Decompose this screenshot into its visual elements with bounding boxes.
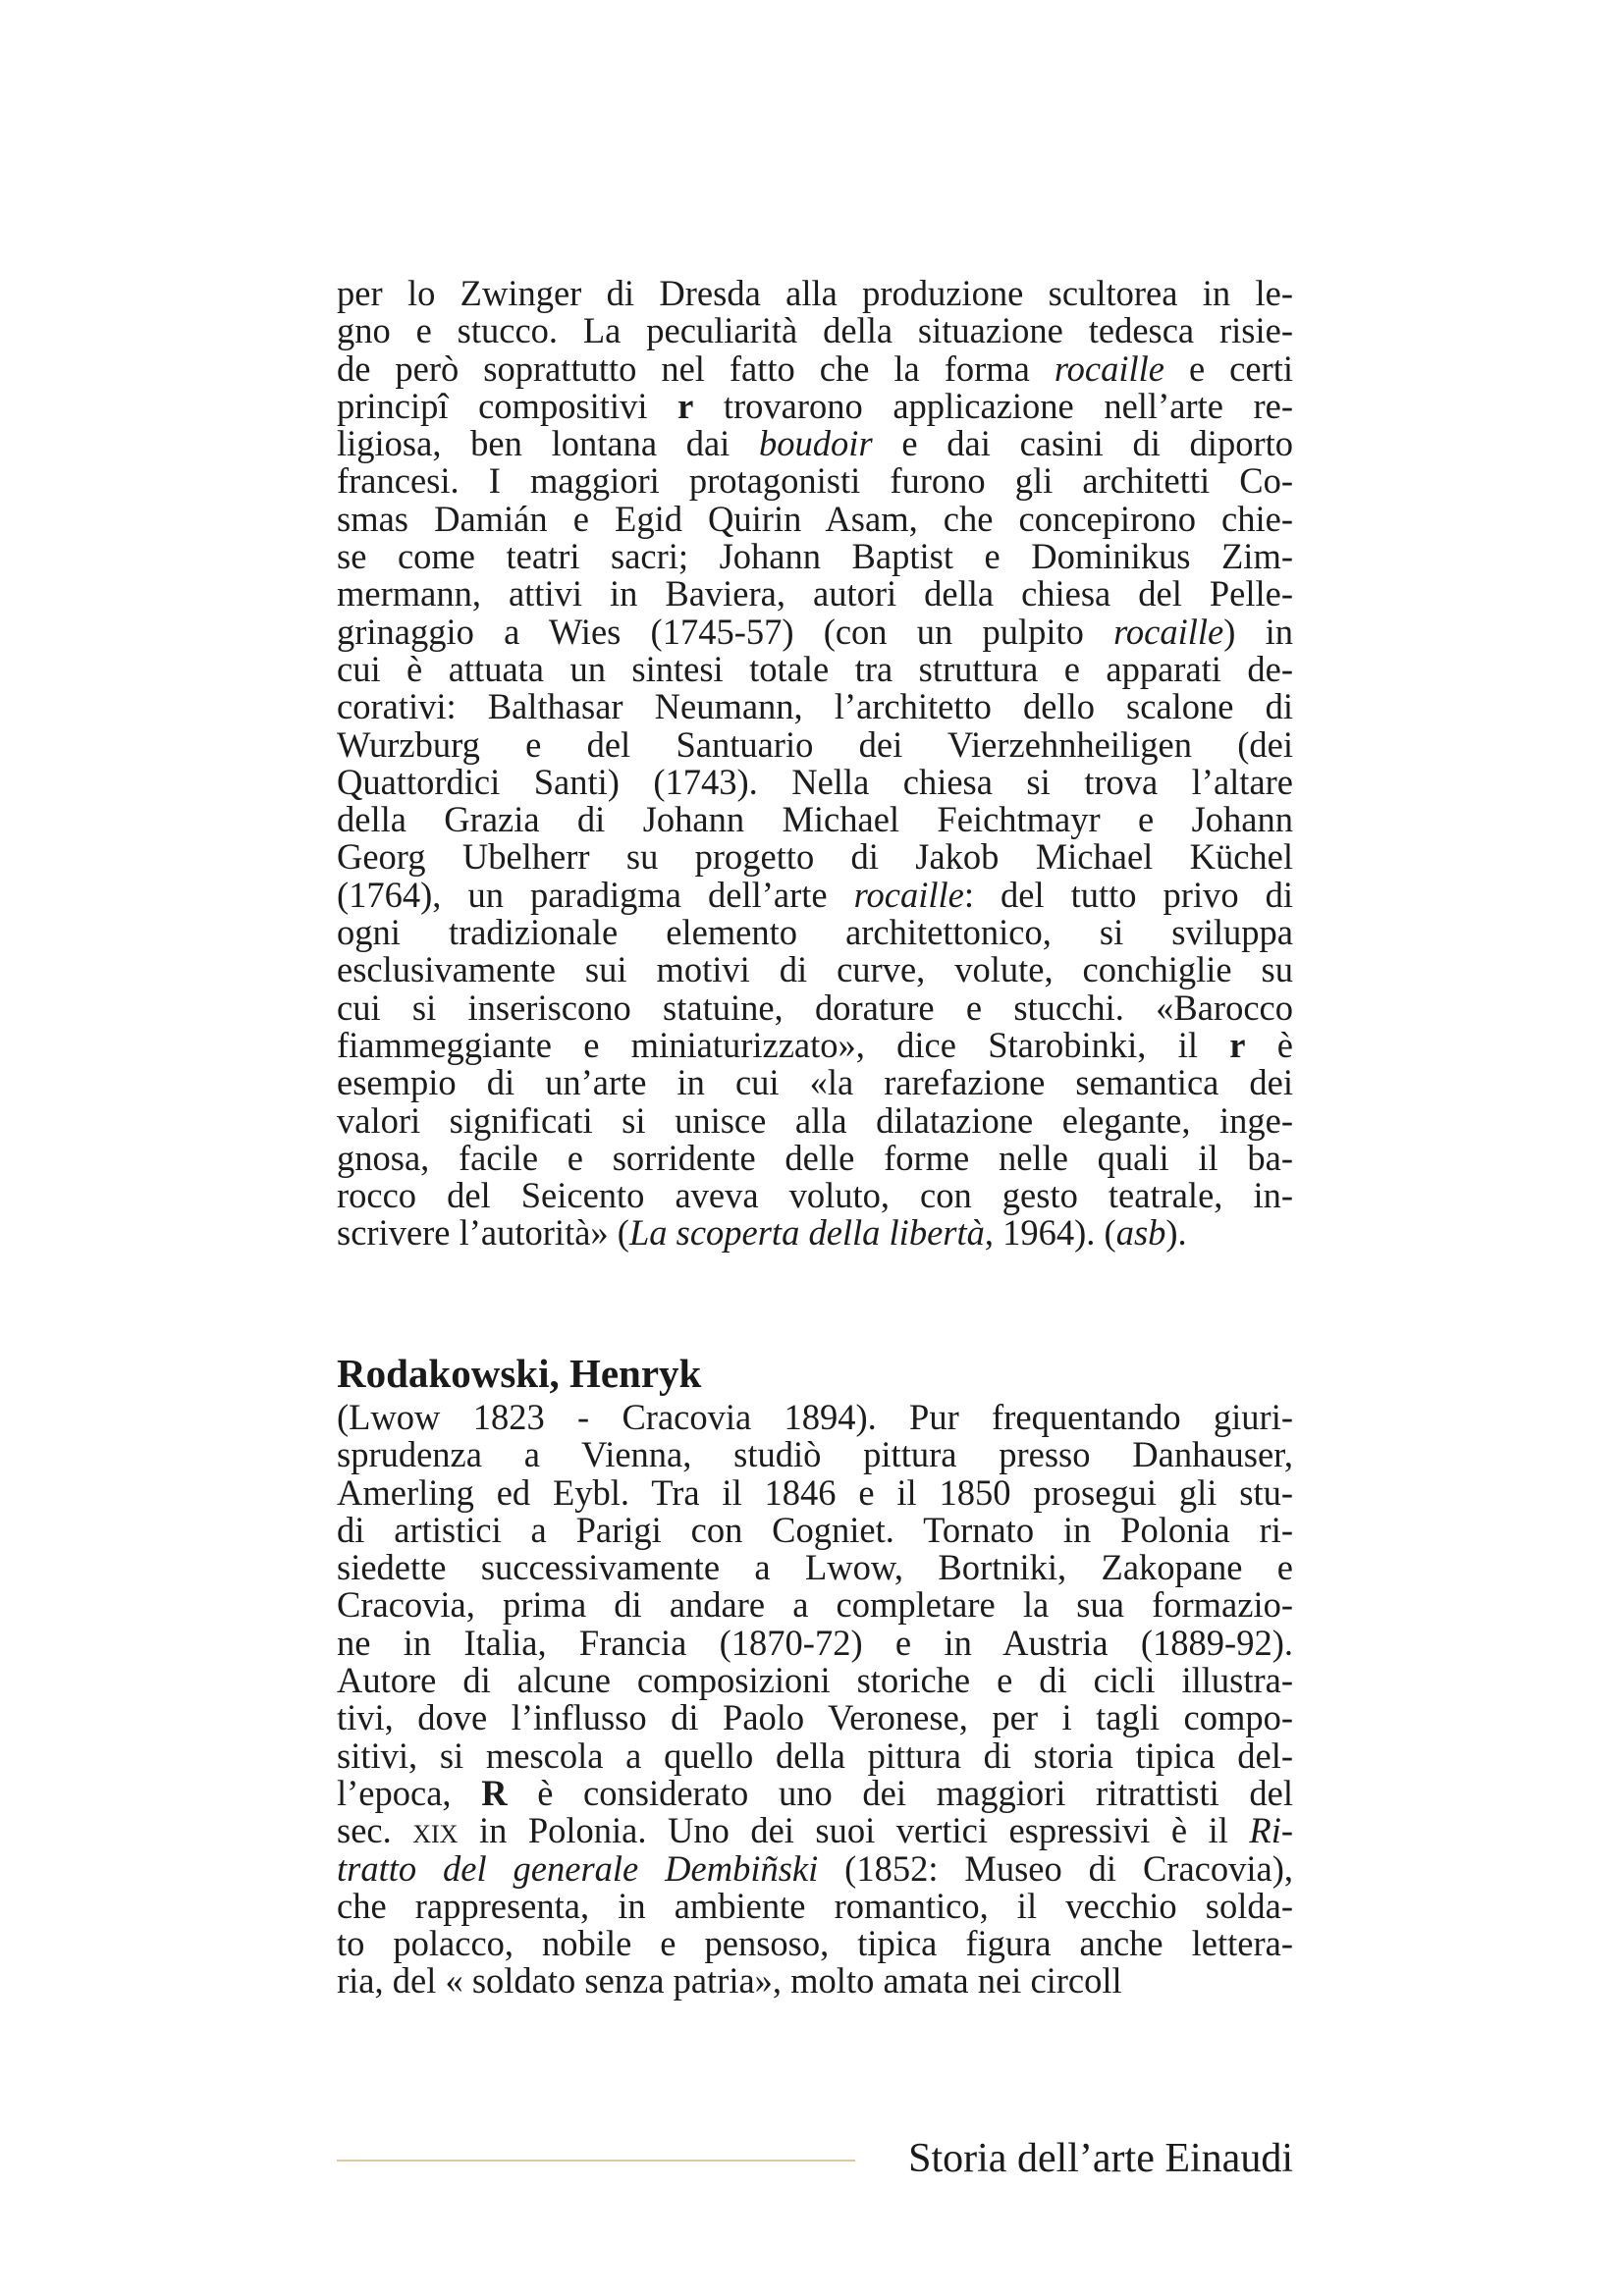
text-line: valori significati si unisce alla dilatazione elegante, inge- — [337, 1099, 1293, 1141]
text-line: smas Damián e Egid Quirin Asam, che concepirono chie- — [337, 498, 1293, 539]
text-line: sitivi, si mescola a quello della pittura di storia tipica del- — [337, 1735, 1293, 1776]
text-line: to polacco, nobile e pensoso, tipica figura anche lettera- — [337, 1923, 1293, 1964]
text-line: Quattordici Santi) (1743). Nella chiesa si trova l’altare — [337, 761, 1293, 802]
text-line: tratto del generale Dembiñski (1852: Museo di Cracovia), — [337, 1847, 1293, 1889]
text-line: (1764), un paradigma dell’arte rocaille: del tutto privo di — [337, 874, 1293, 915]
text-line: sec. xix in Polonia. Uno dei suoi vertici espressivi è il Ri- — [337, 1810, 1293, 1851]
text-line: esempio di un’arte in cui «la rarefazione semantica dei — [337, 1062, 1293, 1103]
text-line: sprudenza a Vienna, studiò pittura presso Danhauser, — [337, 1434, 1293, 1475]
text-line: siedette successivamente a Lwow, Bortniki, Zakopane e — [337, 1547, 1293, 1588]
text-line: Amerling ed Eybl. Tra il 1846 e il 1850 prosegui gli stu- — [337, 1471, 1293, 1513]
text-line: che rappresenta, in ambiente romantico, il vecchio solda- — [337, 1885, 1293, 1926]
text-line: gnosa, facile e sorridente delle forme nelle quali il ba- — [337, 1137, 1293, 1178]
text-line: principî compositivi r trovarono applicazione nell’arte re- — [337, 385, 1294, 426]
text-line: Georg Ubelherr su progetto di Jakob Michael Küchel — [337, 836, 1293, 878]
text-line: scrivere l’autorità» (La scoperta della libertà, 1964). (asb). — [337, 1212, 1187, 1254]
entry-body-paragraph — [337, 1399, 1293, 2001]
text-line: se come teatri sacri; Johann Baptist e Dominikus Zim- — [337, 536, 1293, 577]
entry-continuation-paragraph — [337, 275, 1293, 1253]
footer-rule — [337, 2160, 855, 2162]
text-line: per lo Zwinger di Dresda alla produzione scultorea in le- — [337, 273, 1293, 313]
text-line: di artistici a Parigi con Cogniet. Tornato in Polonia ri- — [337, 1509, 1293, 1550]
text-line: Autore di alcune composizioni storiche e di cicli illustra- — [337, 1660, 1293, 1701]
text-line: rocco del Seicento aveva voluto, con gesto teatrale, in- — [337, 1175, 1293, 1216]
text-line: Cracovia, prima di andare a completare la sua formazio- — [337, 1584, 1293, 1626]
text-line: gno e stucco. La peculiarità della situazione tedesca risie- — [337, 310, 1293, 351]
footer-title: Storia dell’arte Einaudi — [908, 2136, 1293, 2181]
text-line: fiammeggiante e miniaturizzato», dice Starobinki, il r è — [337, 1024, 1293, 1065]
text-line: tivi, dove l’influsso di Paolo Veronese, per i tagli compo- — [337, 1697, 1293, 1738]
text-line: ligiosa, ben lontana dai boudoir e dai casini di diporto — [337, 423, 1293, 464]
entry-heading: Rodakowski, Henryk — [337, 1351, 702, 1396]
text-line: cui si inseriscono statuine, dorature e stucchi. «Barocco — [337, 987, 1293, 1028]
text-line: (Lwow 1823 - Cracovia 1894). Pur frequentando giuri- — [337, 1397, 1293, 1437]
text-line: mermann, attivi in Baviera, autori della chiesa del Pelle- — [337, 573, 1293, 614]
text-line: cui è attuata un sintesi totale tra struttura e apparati de- — [337, 648, 1293, 689]
text-line: de però soprattutto nel fatto che la forma rocaille e certi — [337, 347, 1293, 389]
text-line: grinaggio a Wies (1745-57) (con un pulpito rocaille) in — [337, 611, 1293, 652]
text-line: corativi: Balthasar Neumann, l’architetto dello scalone di — [337, 686, 1293, 727]
text-line: francesi. I maggiori protagonisti furono gli architetti Co- — [337, 460, 1293, 502]
text-line: della Grazia di Johann Michael Feichtmayr e Johann — [337, 799, 1293, 840]
text-line: ne in Italia, Francia (1870-72) e in Austria (1889-92). — [337, 1622, 1293, 1663]
text-line: esclusivamente sui motivi di curve, volute, conchiglie su — [337, 949, 1293, 990]
text-line: ria, del « soldato senza patria», molto amata nei circoll — [337, 1960, 1122, 2002]
text-line: l’epoca, R è considerato uno dei maggiori ritrattisti del — [337, 1772, 1293, 1813]
text-line: Wurzburg e del Santuario dei Vierzehnheiligen (dei — [337, 723, 1293, 765]
text-line: ogni tradizionale elemento architettonico, si sviluppa — [337, 912, 1293, 953]
